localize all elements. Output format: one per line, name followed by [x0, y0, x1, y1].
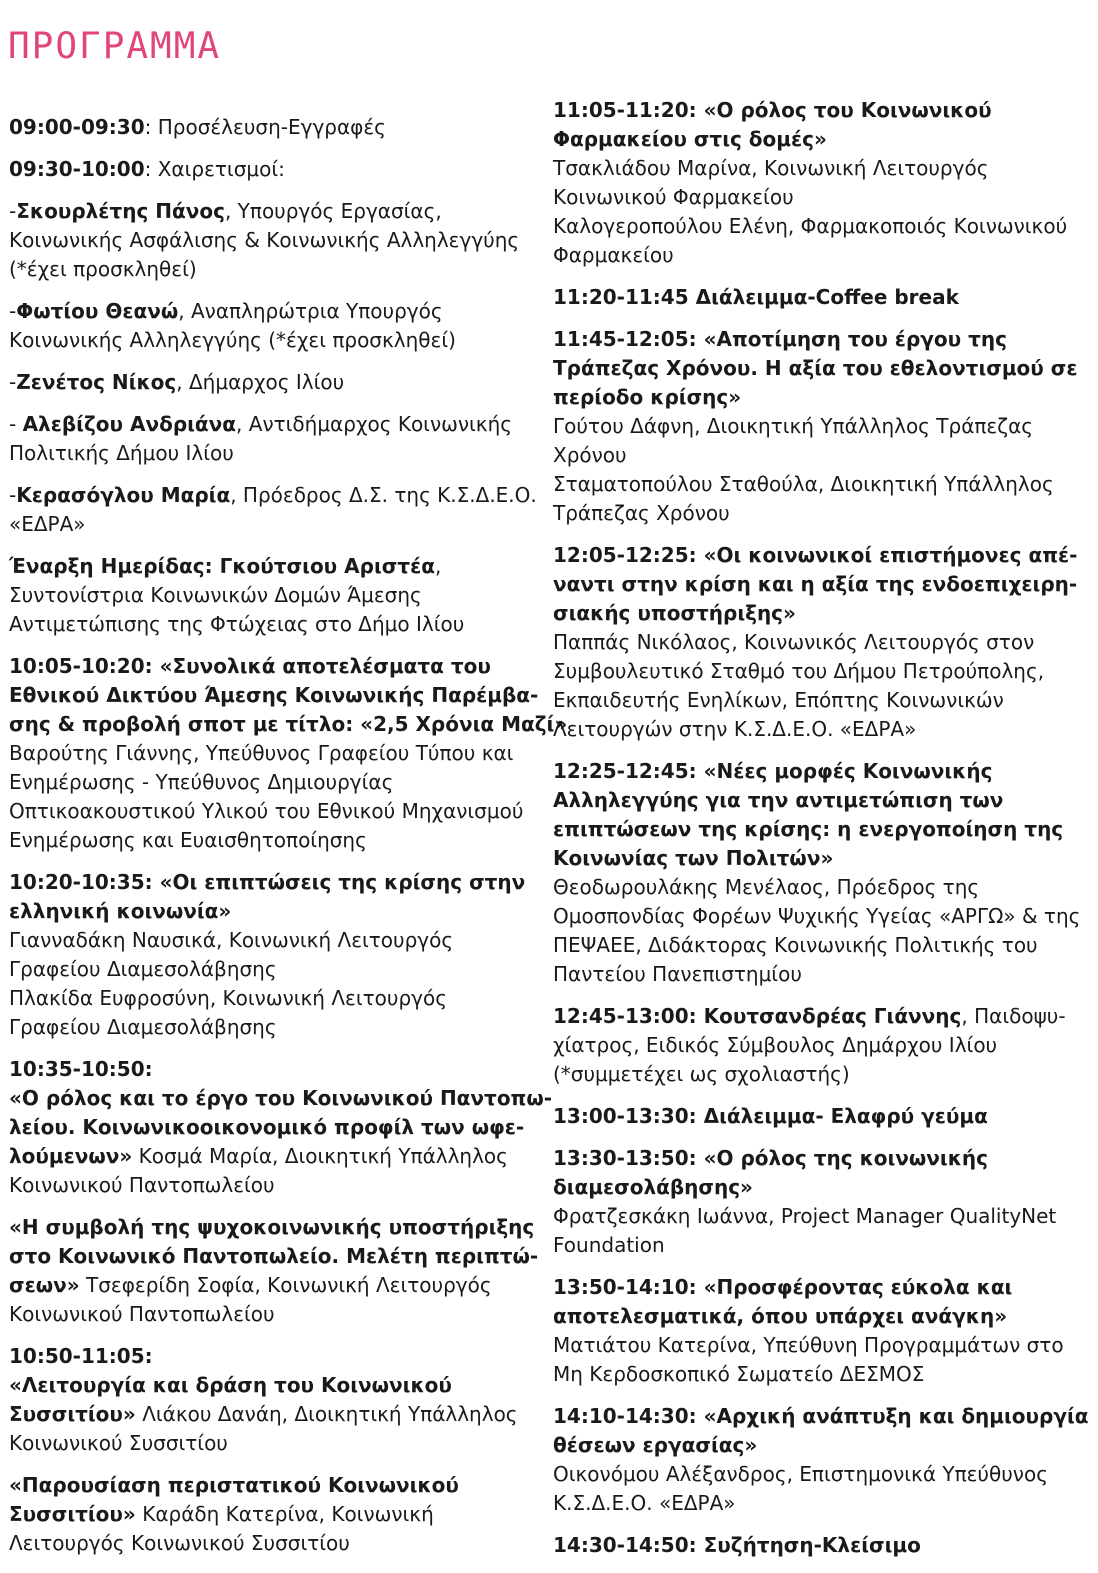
program-line — [9, 652, 534, 681]
bold-text: αποτελεσματικά, όπου υπάρχει ανάγκη» — [553, 1304, 1008, 1328]
bold-text: Ζενέτος Νίκος — [16, 370, 177, 394]
bold-text: 10:50-11:05: — [9, 1344, 153, 1368]
text: Τσακλιάδου Μαρίνα, Κοινωνική Λειτουργός — [553, 156, 989, 180]
text: Αντιμετώπισης της Φτώχειας στο Δήμο Ιλίου — [9, 612, 465, 636]
bold-text: Αλληλεγγύης για την αντιμετώπιση των — [553, 788, 1004, 812]
program-line — [9, 1371, 534, 1400]
text: : Προσέλευση-Εγγραφές — [144, 115, 386, 139]
program-line — [9, 739, 534, 768]
text: Εκπαιδευτής Ενηλίκων, Επόπτης Κοινωνικών — [553, 688, 1004, 712]
program-line — [553, 1460, 1093, 1489]
program-line — [553, 383, 1093, 412]
program-line — [553, 686, 1093, 715]
bold-text: Σκουρλέτης Πάνος — [16, 199, 225, 223]
program-line — [9, 610, 534, 639]
program-line — [9, 1171, 534, 1200]
program-line — [553, 873, 1093, 902]
program-line — [553, 241, 1093, 270]
bold-text: 13:30-13:50: «Ο ρόλος της κοινωνικής — [553, 1146, 989, 1170]
program-line — [9, 868, 534, 897]
program-line — [9, 581, 534, 610]
text: Παντείου Πανεπιστημίου — [553, 962, 802, 986]
text: Ενημέρωσης - Υπεύθυνος Δημιουργίας — [9, 770, 394, 794]
text: Ενημέρωσης και Ευαισθητοποίησης — [9, 828, 367, 852]
text: Χρόνου — [553, 443, 627, 467]
program-line — [9, 1213, 534, 1242]
program-line — [9, 1242, 539, 1271]
text: Καλογεροπούλου Ελένη, Φαρμακοποιός Κοινωνικού — [553, 214, 1068, 238]
text: , Πρόεδρος Δ.Σ. της Κ.Σ.Δ.Ε.Ο. — [230, 483, 537, 507]
program-item — [9, 197, 534, 284]
program-line — [9, 197, 534, 226]
program-item — [553, 1102, 1093, 1131]
program-item — [553, 325, 1093, 528]
text: Συμβουλευτικό Σταθμό του Δήμου Πετρούπολης, — [553, 659, 1045, 683]
program-line — [9, 681, 539, 710]
text: , Παιδοψυ- — [961, 1004, 1066, 1028]
program-line — [9, 1471, 534, 1500]
program-line — [553, 154, 1093, 183]
program-line — [9, 155, 534, 184]
program-item — [9, 1213, 539, 1329]
text: Παππάς Νικόλαος, Κοινωνικός Λειτουργός στον — [553, 630, 1035, 654]
bold-text: 13:50-14:10: «Προσφέροντας εύκολα και — [553, 1275, 1013, 1299]
program-line — [9, 1300, 534, 1329]
text: Συντονίστρια Κοινωνικών Δομών Άμεσης — [9, 583, 422, 607]
text: Ματιάτου Κατερίνα, Υπεύθυνη Προγραμμάτων στο — [553, 1333, 1064, 1357]
program-line — [553, 815, 1093, 844]
bold-text: Τράπεζας Χρόνου. Η αξία του εθελοντισμού σε — [553, 356, 1078, 380]
text: Κοινωνικής Αλληλεγγύης (*έχει προσκληθεί) — [9, 328, 456, 352]
page-title: ΠΡΟΓΡΑΜΜΑ — [8, 26, 222, 67]
text: Κοινωνικού Παντοπωλείου — [9, 1302, 275, 1326]
text: Οπτικοακουστικού Υλικού του Εθνικού Μηχανισμού — [9, 799, 524, 823]
bold-text: 13:00-13:30: Διάλειμμα- Ελαφρύ γεύμα — [553, 1104, 988, 1128]
program-line — [553, 1531, 1093, 1560]
program-line — [553, 283, 1093, 312]
bold-text: 10:05-10:20: «Συνολικά αποτελέσματα του — [9, 654, 491, 678]
program-line — [9, 1429, 534, 1458]
program-column-left — [9, 113, 568, 1571]
bold-text: διαμεσολάβησης» — [553, 1175, 753, 1199]
bold-text: σιακής υποστήριξης» — [553, 601, 796, 625]
text: Γιανναδάκη Ναυσικά, Κοινωνική Λειτουργός — [9, 928, 454, 952]
text: Λιάκου Δανάη, Διοικητική Υπάλληλος — [135, 1402, 518, 1426]
program-line — [553, 441, 1093, 470]
text: ΠΕΨΑΕΕ, Διδάκτορας Κοινωνικής Πολιτικής του — [553, 933, 1038, 957]
program-line — [553, 1360, 1093, 1389]
bold-text: 11:05-11:20: «Ο ρόλος του Κοινωνικού — [553, 98, 992, 122]
program-item — [9, 652, 568, 855]
program-line — [553, 570, 1093, 599]
program-column-right — [553, 96, 1093, 1573]
program-line — [553, 1002, 1093, 1031]
text: - — [9, 199, 17, 223]
program-item — [553, 1531, 1093, 1560]
program-line — [553, 499, 1093, 528]
program-line — [9, 1500, 534, 1529]
text: Κοσμά Μαρία, Διοικητική Υπάλληλος — [132, 1144, 508, 1168]
program-line — [553, 1031, 1093, 1060]
bold-text: «Ο ρόλος και το έργο του Κοινωνικού Παντοπω- — [9, 1086, 553, 1110]
bold-text: σεων» — [9, 1273, 80, 1297]
text: - — [9, 370, 17, 394]
program-line — [553, 844, 1093, 873]
program-line — [553, 125, 1093, 154]
text: Κοινωνικού Φαρμακείου — [553, 185, 794, 209]
text: Κοινωνικής Ασφάλισης & Κοινωνικής Αλληλεγγύης — [9, 228, 520, 252]
program-line — [9, 113, 534, 142]
bold-text: 09:30-10:00 — [9, 157, 145, 181]
bold-text: 14:30-14:50: Συζήτηση-Κλείσιμο — [553, 1533, 921, 1557]
bold-text: ελληνική κοινωνία» — [9, 899, 232, 923]
program-line — [9, 510, 534, 539]
program-line — [9, 226, 534, 255]
program-line — [9, 826, 534, 855]
bold-text: Αλεβίζου Ανδριάνα — [22, 412, 237, 436]
text: Πολιτικής Δήμου Ιλίου — [9, 441, 234, 465]
program-line — [553, 96, 1093, 125]
text: (*έχει προσκληθεί) — [9, 257, 197, 281]
program-line — [9, 897, 534, 926]
text: Οικονόμου Αλέξανδρος, Επιστημονικά Υπεύθυνος — [553, 1462, 1048, 1486]
text: χίατρος, Ειδικός Σύμβουλος Δημάρχου Ιλίου — [553, 1033, 998, 1057]
text: Φρατζεσκάκη Ιωάννα, Project Manager QualityNet — [553, 1204, 1057, 1228]
program-item — [553, 1002, 1093, 1089]
program-line — [553, 1273, 1093, 1302]
bold-text: 10:20-10:35: «Οι επιπτώσεις της κρίσης στην — [9, 870, 526, 894]
text: Τράπεζας Χρόνου — [553, 501, 730, 525]
program-line — [553, 1431, 1093, 1460]
text: , Δήμαρχος Ιλίου — [176, 370, 345, 394]
program-item — [9, 481, 537, 539]
bold-text: Κερασόγλου Μαρία — [16, 483, 231, 507]
text: Γούτου Δάφνη, Διοικητική Υπάλληλος Τράπεζας — [553, 414, 1034, 438]
bold-text: σης & προβολή σποτ με τίτλο: «2,5 Χρόνια Μαζί» — [9, 712, 568, 736]
bold-text: «Η συμβολή της ψυχοκοινωνικής υποστήριξης — [9, 1215, 535, 1239]
text: - — [9, 412, 23, 436]
text: Γραφείου Διαμεσολάβησης — [9, 957, 277, 981]
text: , Υπουργός Εργασίας, — [224, 199, 442, 223]
program-line — [553, 628, 1093, 657]
program-item — [9, 410, 534, 468]
program-line — [9, 768, 534, 797]
program-line — [553, 1402, 1093, 1431]
text: Μη Κερδοσκοπικό Σωματείο ΔΕΣΜΟΣ — [553, 1362, 925, 1386]
program-item — [9, 113, 534, 142]
program-line — [553, 715, 1093, 744]
program-line — [9, 797, 534, 826]
program-line — [9, 1113, 534, 1142]
program-line — [9, 368, 534, 397]
text: Πλακίδα Ευφροσύνη, Κοινωνική Λειτουργός — [9, 986, 447, 1010]
bold-text: στο Κοινωνικό Παντοπωλείο. Μελέτη περιπτώ- — [9, 1244, 539, 1268]
program-line — [9, 1013, 534, 1042]
program-line — [553, 657, 1093, 686]
text: , Αντιδήμαρχος Κοινωνικής — [236, 412, 513, 436]
bold-text: Έναρξη Ημερίδας: Γκούτσιου Αριστέα — [9, 554, 435, 578]
program-item — [9, 1342, 534, 1458]
program-line — [9, 1084, 553, 1113]
program-line — [9, 1529, 534, 1558]
text: , — [434, 554, 442, 578]
program-line — [9, 1342, 534, 1371]
program-item — [9, 552, 534, 639]
program-line — [553, 1144, 1093, 1173]
bold-text: Κοινωνίας των Πολιτών» — [553, 846, 834, 870]
text: (*συμμετέχει ως σχολιαστής) — [553, 1062, 850, 1086]
bold-text: 14:10-14:30: «Αρχική ανάπτυξη και δημιουργία — [553, 1404, 1089, 1428]
bold-text: Φαρμακείου στις δομές» — [553, 127, 827, 151]
text: Τσεφερίδη Σοφία, Κοινωνική Λειτουργός — [79, 1273, 492, 1297]
program-line — [553, 786, 1093, 815]
bold-text: λείου. Κοινωνικοοικονομικό προφίλ των ωφε- — [9, 1115, 525, 1139]
bold-text: θέσεων εργασίας» — [553, 1433, 758, 1457]
program-line — [9, 552, 534, 581]
program-line — [9, 297, 534, 326]
bold-text: 12:25-12:45: «Νέες μορφές Κοινωνικής — [553, 759, 993, 783]
program-line — [9, 955, 534, 984]
program-line — [553, 212, 1093, 241]
bold-text: 11:20-11:45 Διάλειμμα-Coffee break — [553, 285, 959, 309]
bold-text: Εθνικού Δικτύου Άμεσης Κοινωνικής Παρέμβα- — [9, 683, 539, 707]
bold-text: λούμενων» — [9, 1144, 133, 1168]
bold-text: 11:45-12:05: «Αποτίμηση του έργου της — [553, 327, 1007, 351]
program-line — [553, 354, 1093, 383]
program-line — [553, 183, 1093, 212]
program-line — [9, 326, 534, 355]
program-line — [9, 410, 534, 439]
program-item — [553, 1402, 1093, 1518]
bold-text: «Λειτουργία και δράση του Κοινωνικού — [9, 1373, 452, 1397]
program-line — [553, 1231, 1093, 1260]
text: : Χαιρετισμοί: — [144, 157, 285, 181]
bold-text: ναντι στην κρίση και η αξία της ενδοεπιχειρη- — [553, 572, 1078, 596]
bold-text: 12:05-12:25: «Οι κοινωνικοί επιστήμονες απέ- — [553, 543, 1078, 567]
bold-text: 09:00-09:30 — [9, 115, 145, 139]
program-line — [9, 439, 534, 468]
program-line — [553, 1060, 1093, 1089]
program-item — [553, 757, 1093, 989]
bold-text: 12:45-13:00: Κουτσανδρέας Γιάννης — [553, 1004, 962, 1028]
program-line — [9, 1400, 534, 1429]
program-line — [553, 1489, 1093, 1518]
text: Φαρμακείου — [553, 243, 674, 267]
text: Κ.Σ.Δ.Ε.Ο. «ΕΔΡΑ» — [553, 1491, 736, 1515]
program-item — [9, 1471, 534, 1558]
bold-text: «Παρουσίαση περιστατικού Κοινωνικού — [9, 1473, 459, 1497]
program-line — [553, 757, 1093, 786]
program-line — [9, 255, 534, 284]
text: Καράδη Κατερίνα, Κοινωνική — [135, 1502, 434, 1526]
text: Λειτουργών στην Κ.Σ.Δ.Ε.Ο. «ΕΔΡΑ» — [553, 717, 917, 741]
program-item — [553, 1273, 1093, 1389]
program-line — [9, 1271, 534, 1300]
program-item — [553, 541, 1093, 744]
program-line — [9, 926, 534, 955]
program-line — [9, 1055, 534, 1084]
bold-text: Συσσιτίου» — [9, 1502, 136, 1526]
text: Σταματοπούλου Σταθούλα, Διοικητική Υπάλληλος — [553, 472, 1054, 496]
program-line — [553, 1173, 1093, 1202]
program-line — [9, 481, 537, 510]
program-line — [9, 710, 568, 739]
program-line — [553, 541, 1093, 570]
bold-text: επιπτώσεων της κρίσης: η ενεργοποίηση της — [553, 817, 1064, 841]
program-line — [553, 1202, 1093, 1231]
bold-text: Φωτίου Θεανώ — [16, 299, 179, 323]
program-item — [9, 297, 534, 355]
text: - — [9, 483, 17, 507]
text: «ΕΔΡΑ» — [9, 512, 86, 536]
text: Κοινωνικού Συσσιτίου — [9, 1431, 228, 1455]
program-item — [553, 283, 1093, 312]
program-line — [553, 960, 1093, 989]
text: Γραφείου Διαμεσολάβησης — [9, 1015, 277, 1039]
program-line — [553, 902, 1093, 931]
program-item — [9, 155, 534, 184]
text: Βαρούτης Γιάννης, Υπεύθυνος Γραφείου Τύπου και — [9, 741, 514, 765]
bold-text: περίοδο κρίσης» — [553, 385, 742, 409]
program-line — [9, 1142, 534, 1171]
program-line — [553, 470, 1093, 499]
text: Θεοδωρουλάκης Μενέλαος, Πρόεδρος της — [553, 875, 980, 899]
text: Λειτουργός Κοινωνικού Συσσιτίου — [9, 1531, 350, 1555]
program-item — [9, 368, 534, 397]
program-line — [553, 325, 1093, 354]
text: Foundation — [553, 1233, 665, 1257]
text: , Αναπληρώτρια Υπουργός — [178, 299, 443, 323]
text: Κοινωνικού Παντοπωλείου — [9, 1173, 275, 1197]
program-line — [553, 412, 1093, 441]
program-item — [553, 1144, 1093, 1260]
program-line — [553, 1102, 1093, 1131]
program-item — [553, 96, 1093, 270]
program-line — [553, 931, 1093, 960]
text: Ομοσπονδίας Φορέων Ψυχικής Υγείας «ΑΡΓΩ» & της — [553, 904, 1081, 928]
program-line — [553, 1302, 1093, 1331]
program-item — [9, 868, 534, 1042]
bold-text: 10:35-10:50: — [9, 1057, 153, 1081]
bold-text: Συσσιτίου» — [9, 1402, 136, 1426]
program-line — [553, 599, 1093, 628]
program-line — [553, 1331, 1093, 1360]
program-line — [9, 984, 534, 1013]
text: - — [9, 299, 17, 323]
program-item — [9, 1055, 553, 1200]
